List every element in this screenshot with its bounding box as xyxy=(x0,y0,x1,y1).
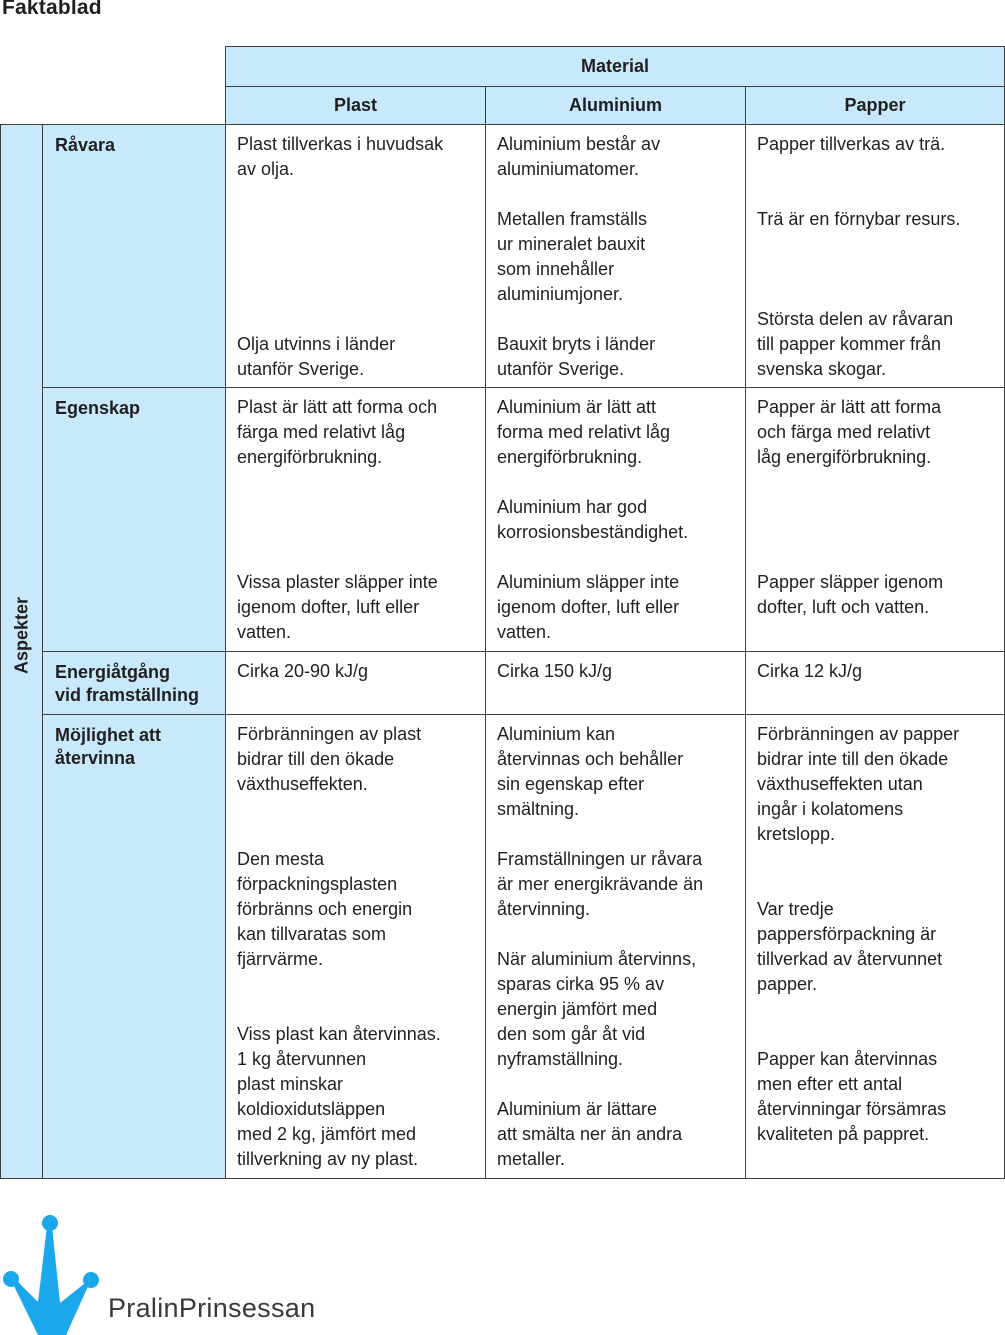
material-header-label: Material xyxy=(580,56,650,76)
cell-paragraph: Papper släpper igenom dofter, luft och vatten. xyxy=(757,572,944,617)
cell-egenskap-aluminium xyxy=(485,387,746,652)
cell-ravara-plast xyxy=(225,124,486,388)
material-header xyxy=(225,46,1005,87)
cell-paragraph: Papper kan återvinnas men efter ett antal återvinningar försämras kvaliteten på pappret. xyxy=(757,1049,947,1144)
cell-paragraph: Viss plast kan återvinnas. 1 kg återvunnen plast minskar koldioxidutsläppen med 2 kg, jämfört med tillverkning av ny plast. xyxy=(237,1024,441,1169)
cell-paragraph: Metallen framställs ur mineralet bauxit som innehåller aluminiumjoner. xyxy=(497,209,648,304)
cell-mojlighet-att-atervinna-papper xyxy=(745,714,1005,1179)
cell-egenskap-plast xyxy=(225,387,486,652)
cell-energiatgang-plast xyxy=(225,651,486,715)
cell-energiatgang-aluminium xyxy=(485,651,746,715)
cell-paragraph: Förbränningen av papper bidrar inte till den ökade växthuseffekten utan ingår i kolatomens kretslopp. xyxy=(757,724,960,844)
crown-ball-right xyxy=(83,1272,99,1288)
column-header-label: Plast xyxy=(333,95,378,115)
cell-paragraph: Förbränningen av plast bidrar till den ökade växthuseffekten. xyxy=(237,724,422,794)
cell-paragraph: Den mesta förpackningsplasten förbränns och energin kan tillvaratas som fjärrvärme. xyxy=(237,849,413,969)
crown-icon xyxy=(0,1200,110,1335)
cell-paragraph: Aluminium är lätt att forma med relativt låg energiförbrukning. xyxy=(497,397,671,467)
cell-ravara-aluminium xyxy=(485,124,746,388)
cell-paragraph: Aluminium kan återvinnas och behåller sin egenskap efter smältning. xyxy=(497,724,684,819)
cell-paragraph: Vissa plaster släpper inte igenom dofter, luft eller vatten. xyxy=(237,572,438,642)
cell-energiatgang-papper xyxy=(745,651,1005,715)
cell-paragraph: Bauxit bryts i länder utanför Sverige. xyxy=(497,334,656,379)
cell-paragraph: Cirka 12 kJ/g xyxy=(757,661,863,681)
row-header-energiatgang: Energiåtgång vid framställning xyxy=(42,651,226,715)
cell-paragraph: Plast är lätt att forma och färga med relativt låg energiförbrukning. xyxy=(237,397,438,467)
crown-ball-top xyxy=(42,1215,58,1231)
column-header-papper xyxy=(745,86,1005,125)
cell-paragraph: Framställningen ur råvara är mer energikrävande än återvinning. xyxy=(497,849,704,919)
cell-paragraph: Papper är lätt att forma och färga med relativt låg energiförbrukning. xyxy=(757,397,942,467)
cell-paragraph: När aluminium återvinns, sparas cirka 95 % av energin jämfört med den som går åt vid nyframställning. xyxy=(497,949,697,1069)
cell-mojlighet-att-atervinna-plast xyxy=(225,714,486,1179)
cell-paragraph: Aluminium har god korrosionsbeständighet. xyxy=(497,497,689,542)
column-header-aluminium xyxy=(485,86,746,125)
cell-paragraph: Plast tillverkas i huvudsak av olja. xyxy=(237,134,444,179)
cell-paragraph: Aluminium är lättare att smälta ner än andra metaller. xyxy=(497,1099,683,1169)
cell-paragraph: Aluminium släpper inte igenom dofter, luft eller vatten. xyxy=(497,572,680,642)
aspekter-label: Aspekter xyxy=(11,596,31,675)
cell-paragraph: Olja utvinns i länder utanför Sverige. xyxy=(237,334,396,379)
cell-paragraph: Papper tillverkas av trä. xyxy=(757,134,946,154)
brand-name: PralinPrinsessan xyxy=(108,1293,316,1323)
page-title: Faktablad xyxy=(2,0,102,19)
cell-ravara-papper xyxy=(745,124,1005,388)
cell-paragraph: Cirka 20-90 kJ/g xyxy=(237,661,369,681)
cell-paragraph: Var tredje pappersförpackning är tillverkad av återvunnet papper. xyxy=(757,899,943,994)
crown-ball-left xyxy=(3,1271,19,1287)
row-header-mojlighet-att-atervinna: Möjlighet att återvinna xyxy=(42,714,226,1179)
column-header-label: Papper xyxy=(844,95,906,115)
column-header-plast xyxy=(225,86,486,125)
column-header-label: Aluminium xyxy=(569,95,662,115)
cell-paragraph: Största delen av råvaran till papper kommer från svenska skogar. xyxy=(757,309,954,379)
row-header-ravara: Råvara xyxy=(42,124,226,388)
cell-paragraph: Aluminium består av aluminiumatomer. xyxy=(497,134,661,179)
row-header-egenskap: Egenskap xyxy=(42,387,226,652)
cell-egenskap-papper xyxy=(745,387,1005,652)
aspekter-side-header xyxy=(0,124,43,1179)
crown-shape xyxy=(12,1226,90,1335)
cell-paragraph: Cirka 150 kJ/g xyxy=(497,661,613,681)
cell-paragraph: Trä är en förnybar resurs. xyxy=(757,209,961,229)
cell-mojlighet-att-atervinna-aluminium xyxy=(485,714,746,1179)
